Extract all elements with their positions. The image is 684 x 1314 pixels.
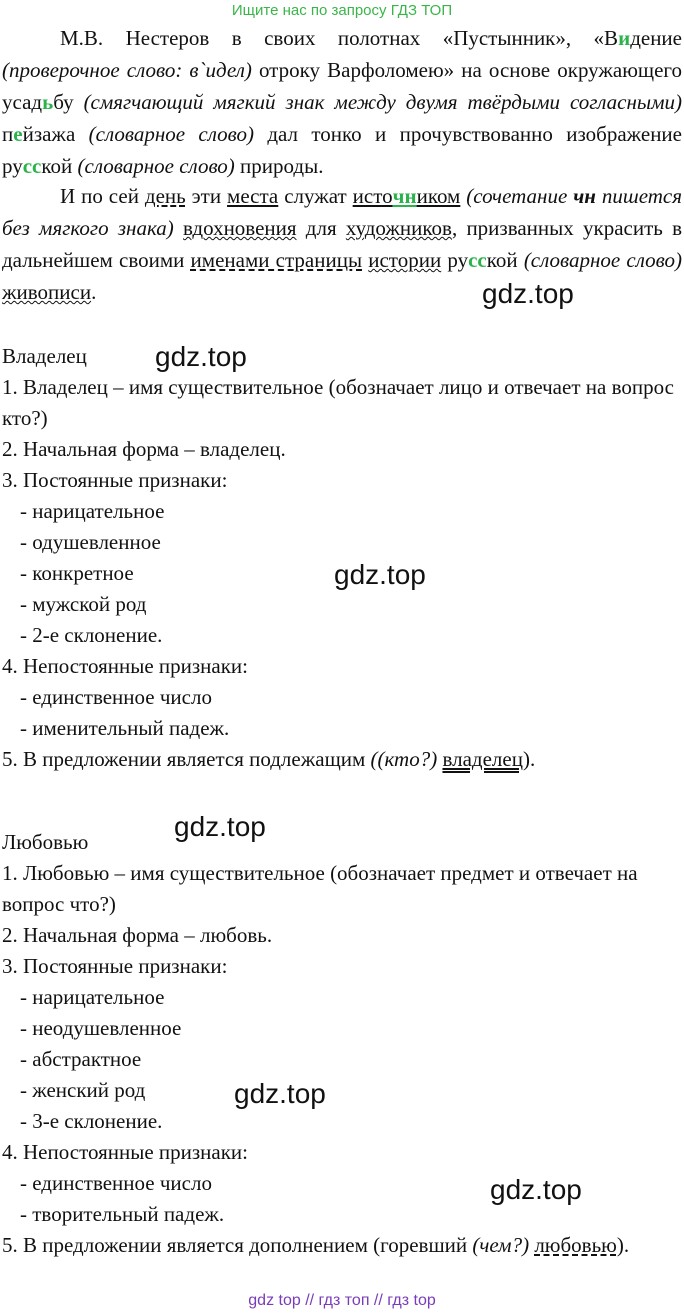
feature-item: - мужской род <box>20 592 147 616</box>
feature-item: - именительный падеж. <box>20 716 230 740</box>
highlighted-letter: сс <box>22 154 42 178</box>
analysis-line <box>2 744 682 775</box>
watermark: gdz.top <box>334 559 426 590</box>
underlined-word: иком <box>416 184 461 208</box>
annotation: (сочетание <box>466 184 574 208</box>
annotation: (словарное слово) <box>523 248 682 272</box>
text-run: отроку Варфоломею» на основе окружающего усад <box>2 58 682 114</box>
text-run: И по сей <box>60 184 145 208</box>
text-run: кой <box>41 154 78 178</box>
feature-item: - абстрактное <box>20 1047 142 1071</box>
watermark: gdz.top <box>482 278 574 309</box>
annotation: пишется без мягкого знака) <box>2 184 682 240</box>
feature-item: - женский род <box>20 1078 146 1102</box>
watermark: gdz.top <box>234 1078 326 1109</box>
watermark: gdz.top <box>174 811 266 842</box>
annotation: (проверочное слово: в`идел) <box>2 58 252 82</box>
underlined-word: живописи <box>2 280 92 304</box>
analysis-line: 3. Постоянные признаки: <box>2 468 228 492</box>
underlined-word: именами страницы <box>190 248 363 272</box>
feature-item: - 2-е склонение. <box>20 623 163 647</box>
underlined-word: вдохновения <box>183 216 297 240</box>
analysis-line: 1. Владелец – имя существительное (обозначает лицо и отвечает на вопрос кто?) <box>2 375 674 430</box>
text-run: ). <box>616 1233 630 1257</box>
text-run: бу <box>53 90 84 114</box>
text-run: ру <box>441 248 469 272</box>
annotation: (словарное слово) <box>77 154 235 178</box>
text-run: 5. В предложении является подлежащим <box>2 747 371 771</box>
underlined-word: места <box>227 184 279 208</box>
feature-item: - единственное число <box>20 1171 212 1195</box>
watermark: gdz.top <box>490 1174 582 1205</box>
intro-paragraph-1 <box>2 22 682 182</box>
feature-item: - единственное число <box>20 685 212 709</box>
text-run: йзажа <box>22 122 89 146</box>
highlighted-letter: чн <box>392 184 417 208</box>
analysis-line: 3. Постоянные признаки: <box>2 954 228 978</box>
intro-paragraph-2 <box>2 180 682 308</box>
search-banner[interactable]: Ищите нас по запросу ГДЗ ТОП <box>231 2 453 19</box>
object-word: любовью <box>534 1233 617 1257</box>
section-heading: Владелец <box>2 344 87 368</box>
text-run: служат <box>278 184 353 208</box>
watermark: gdz.top <box>155 341 247 372</box>
footer-links[interactable]: gdz top // гдз топ // гдз top <box>248 1292 436 1309</box>
analysis-line: 2. Начальная форма – владелец. <box>2 437 286 461</box>
text-run: дал тонко и прочувствованно изображение ру <box>2 122 682 178</box>
analysis-line: 4. Непостоянные признаки: <box>2 654 248 678</box>
feature-item: - 3-е склонение. <box>20 1109 163 1133</box>
feature-item: - конкретное <box>20 561 134 585</box>
annotation: (смягчающий мягкий знак между двумя твёрдыми согласными) <box>83 90 682 114</box>
text-run: природы. <box>234 154 324 178</box>
text-run: ). <box>522 747 536 771</box>
highlighted-letter: и <box>618 26 631 50</box>
highlighted-letter: е <box>13 122 23 146</box>
analysis-line <box>2 1230 682 1261</box>
highlighted-letter: сс <box>468 248 487 272</box>
underlined-word: исто <box>352 184 393 208</box>
annotation-bold: чн <box>573 184 596 208</box>
feature-item: - одушевленное <box>20 530 161 554</box>
text-run: М.В. Нестеров в своих полотнах «Пустынник», «В <box>60 26 619 50</box>
analysis-line: 4. Непостоянные признаки: <box>2 1140 248 1164</box>
section-heading: Любовью <box>2 830 89 854</box>
question-annotation: ((кто?) <box>370 747 438 771</box>
analysis-line: 2. Начальная форма – любовь. <box>2 923 273 947</box>
underlined-word: день <box>144 184 186 208</box>
underlined-word: художников <box>345 216 452 240</box>
subject-word: владелец <box>442 747 523 771</box>
text-run: 5. В предложении является дополнением (горевший <box>2 1233 473 1257</box>
section-vladelets <box>2 341 682 775</box>
text-run: . <box>91 280 97 304</box>
text-run <box>174 216 183 240</box>
text-run: для <box>296 216 346 240</box>
text-run: кой <box>486 248 524 272</box>
text-run: п <box>2 122 14 146</box>
analysis-line: 1. Любовью – имя существительное (обозначает предмет и отвечает на вопрос что?) <box>2 861 638 916</box>
annotation: (словарное слово) <box>88 122 254 146</box>
text-run: , призванных украсить в дальнейшем своими <box>2 216 682 272</box>
underlined-word: истории <box>368 248 442 272</box>
feature-item: - нарицательное <box>20 985 165 1009</box>
feature-item: - неодушевленное <box>20 1016 182 1040</box>
text-run: дение <box>630 26 682 50</box>
section-lyubovyu <box>2 827 682 1261</box>
text-run: эти <box>185 184 228 208</box>
highlighted-letter: ь <box>42 90 54 114</box>
feature-item: - нарицательное <box>20 499 165 523</box>
question-annotation: (чем?) <box>472 1233 530 1257</box>
feature-item: - творительный падеж. <box>20 1202 225 1226</box>
